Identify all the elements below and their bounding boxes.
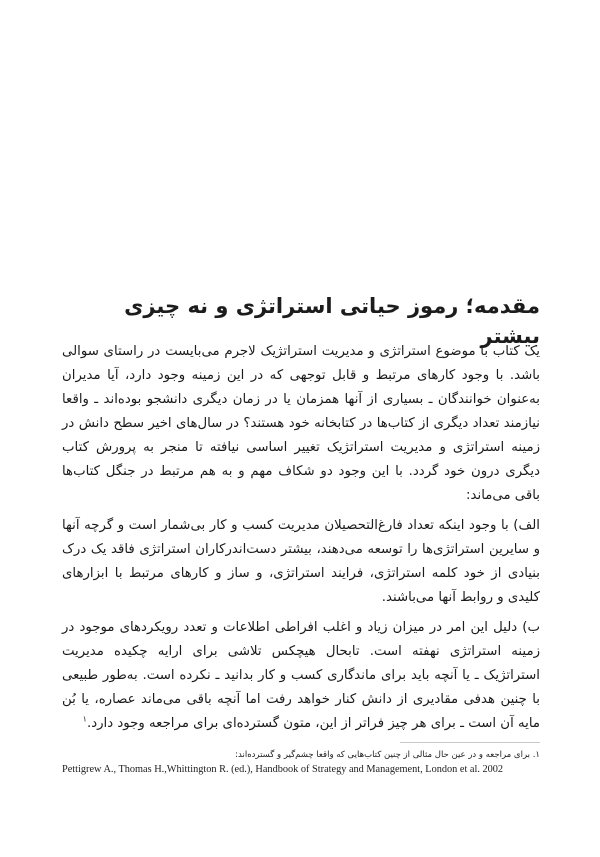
point-be-text: ب) دلیل این امر در میزان زیاد و اغلب افراطی اطلاعات و تعدد رویکردهای موجود در زمینه استراتژی نهفته است. تابحال هیچکس تلاشی برای ارایه چکیده مدیریت استراتژیک ـ یا آنچه باید برای ماندگاری کسب و کار بدانید ـ نکرده است. به‌طور طبیعی با چنین هدفی مقادیری از دانش کنار خواهد رفت اما آنچه باقی می‌ماند عصاره، یا بُن مایه آن است ـ برای هر چیز فراتر از این، متون گسترده‌ای برای مراجعه وجود دارد.	[62, 620, 540, 731]
footnote-persian-text: ۱. برای مراجعه و در عین حال مثالی از چنین کتاب‌هایی که واقعا چشم‌گیر و گسترده‌اند:	[235, 750, 540, 760]
footnote-marker: ۱	[82, 714, 87, 724]
chapter-title: مقدمه؛ رموز حیاتی استراتژی و نه چیزی بیشتر	[124, 294, 540, 348]
footnote-divider	[400, 742, 540, 743]
footnote-reference: Pettigrew A., Thomas H.,Whittington R. (ed.), Handbook of Strategy and Management, London et al. 2002	[62, 764, 504, 775]
point-be-paragraph	[62, 616, 540, 736]
point-alef-paragraph: الف) با وجود اینکه تعداد فارغ‌التحصیلان مدیریت کسب و کار بی‌شمار است و گرچه آنها و سایرین استراتژی‌ها را توسعه می‌دهند، بیشتر دست‌اندرکاران استراتژی فاقد یک درک بنیادی از خود کلمه استراتژی، فرایند استراتژی، و ساز و کارهای مرتبط با ابزارهای کلیدی و روابط آنها می‌باشند.	[62, 518, 540, 605]
book-page	[62, 0, 540, 857]
body-text	[62, 340, 540, 742]
intro-paragraph: یک کتاب با موضوع استراتژی و مدیریت استراتژیک لاجرم می‌بایست در راستای سوالی باشد. با وجود کارهای مرتبط و قابل توجهی که در این زمینه وجود دارد، آیا مدیران به‌عنوان خوانندگان ـ بسیاری از آنها همزمان یا در زمان دیگری دانشجو بوده‌اند ـ واقعا نیازمند تعداد دیگری از کتاب‌ها در کتابخانه خود هستند؟ در سال‌های اخیر سطح دانش در زمینه استراتژی و مدیریت استراتژیک تغییر اساسی نیافته تا منجر به پرورش کتاب دیگری درون خود گردد. با این وجود دو شکاف مهم و به هم مرتبط در جنگل کتاب‌ها باقی می‌ماند:	[62, 344, 540, 503]
